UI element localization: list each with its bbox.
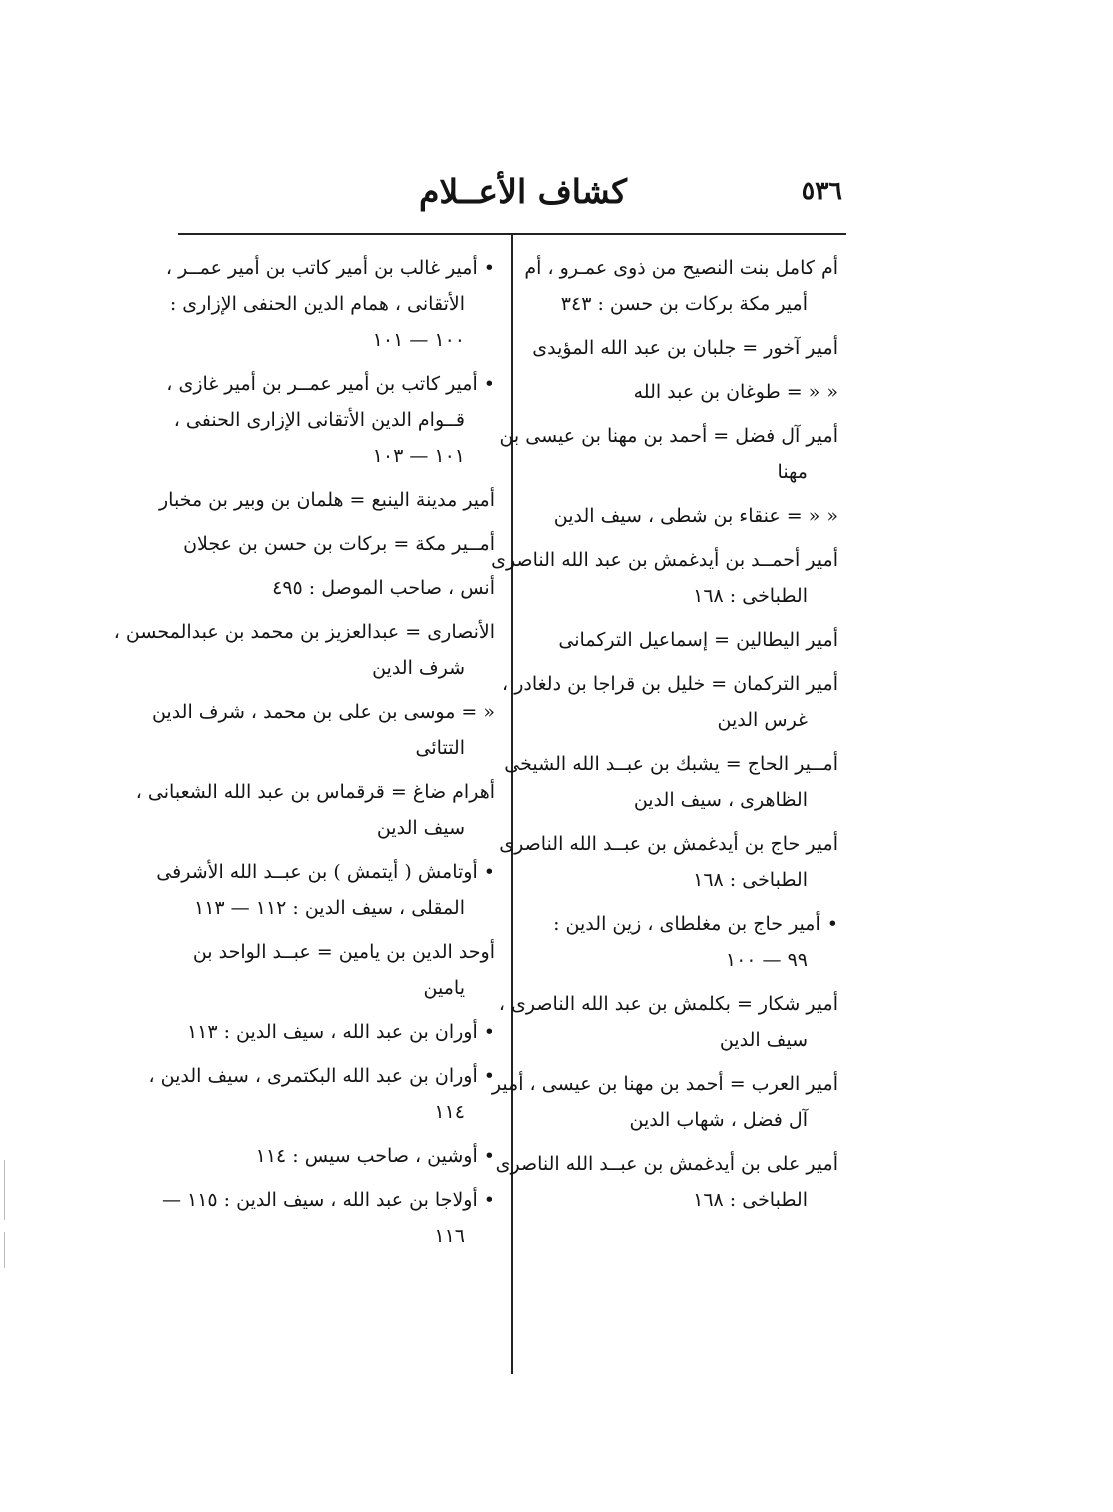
entry-continuation-line: شرف الدين [372,657,465,679]
entry-continuation-line: الطباخى : ١٦٨ [693,1189,808,1211]
index-entry [499,418,838,490]
entry-headword-line: أمير آخور = جلبان بن عبد الله المؤيدى [532,337,838,359]
index-entry [540,498,838,534]
page-number: ٥٣٦ [801,176,842,205]
entry-headword-line: • أمير غالب بن أمير كاتب بن أمير عمــر ، [165,257,495,279]
entry-continuation-line: سيف الدين [719,1029,808,1051]
index-entry [504,746,838,818]
index-entry [183,526,495,562]
index-entry [113,614,495,686]
index-entry [186,1014,495,1050]
entry-headword-line: أوحد الدين بن يامين = عبــد الواحد بن [192,941,495,963]
index-entry [151,694,495,766]
entry-headword-line: « « = عنقاء بن شطى ، سيف الدين [553,505,838,527]
index-entry [491,542,838,614]
scan-edge-mark [4,1232,5,1268]
entry-headword-line: أهرام ضاغ = قرقماس بن عبد الله الشعبانى ، [135,781,495,803]
index-entry [158,482,495,518]
entry-headword-line: أمــير الحاج = يشبك بن عبــد الله الشيخى [504,753,838,775]
entry-headword-line: أمير على بن أيدغمش بن عبــد الله الناصرى [495,1153,838,1175]
index-entry [524,250,838,322]
index-entry [166,366,495,474]
page-header [178,166,846,226]
entry-continuation-line: يامين [423,977,465,999]
entry-headword-line: أمير حاج بن أيدغمش بن عبــد الله الناصرى [499,833,838,855]
entry-headword-line: « « = طوغان بن عبد الله [633,381,838,403]
entry-continuation-line: قــوام الدين الأتقانى الإزارى الحنفى ، [173,409,465,431]
index-entry [148,1058,495,1130]
entry-headword-line: أمير التركمان = خليل بن قراجا بن دلغادر ، [502,673,838,695]
index-entry [195,1138,495,1174]
index-entry [532,330,838,366]
entry-headword-line: أمير شكار = بكلمش بن عبد الله الناصرى ، [498,993,838,1015]
entry-continuation-line: الأتقانى ، همام الدين الحنفى الإزارى : [169,293,465,315]
entry-headword-line: أنس ، صاحب الموصل : ٤٩٥ [272,577,495,599]
entry-continuation-line: ١١٦ [434,1225,465,1247]
index-entry [156,854,495,926]
index-entry [165,250,495,358]
index-entry [502,666,838,738]
index-entry [135,774,495,846]
entry-continuation-line: ١٠١ — ١٠٣ [372,445,465,467]
entry-headword-line: أمير مدينة الينبع = هلمان بن وبير بن مخبار [158,489,495,511]
entry-continuation-line: الطباخى : ١٦٨ [693,869,808,891]
index-entry [540,374,838,410]
index-entry [192,934,495,1006]
right-column [491,250,838,1226]
entry-headword-line: أمير اليطالين = إسماعيل التركمانى [558,629,838,651]
entry-headword-line: • أولاجا بن عبد الله ، سيف الدين : ١١٥ — [161,1189,495,1211]
entry-continuation-line: الظاهرى ، سيف الدين [633,789,808,811]
index-entry [540,622,838,658]
entry-continuation-line: غرس الدين [717,709,808,731]
entry-continuation-line: ١٠٠ — ١٠١ [372,329,465,351]
entry-continuation-line: أمير مكة بركات بن حسن : ٣٤٣ [560,293,808,315]
entry-headword-line: أمــير مكة = بركات بن حسن بن عجلان [183,533,495,555]
index-entry [499,826,838,898]
index-entry [195,570,495,606]
entry-headword-line: أمير أحمــد بن أيدغمش بن عبد الله الناصرى [491,549,838,571]
entry-continuation-line: آل فضل ، شهاب الدين [629,1109,808,1131]
entry-headword-line: • أمير حاج بن مغلطاى ، زين الدين : [553,913,838,935]
entry-continuation-line: سيف الدين [376,817,465,839]
entry-continuation-line: ٩٩ — ١٠٠ [725,949,808,971]
entry-headword-line: « = موسى بن على بن محمد ، شرف الدين [151,701,495,723]
index-entry [491,1066,838,1138]
column-divider [511,234,513,1374]
entry-headword-line: أمير آل فضل = أحمد بن مهنا بن عيسى بن [499,425,838,447]
entry-continuation-line: التتائى [415,737,465,759]
entry-headword-line: • أوران بن عبد الله البكتمرى ، سيف الدين ، [148,1065,495,1087]
entry-continuation-line: مهنا [777,461,808,483]
entry-continuation-line: الطباخى : ١٦٨ [693,585,808,607]
index-entry [540,906,838,978]
entry-headword-line: الأنصارى = عبدالعزيز بن محمد بن عبدالمحسن ، [113,621,495,643]
entry-headword-line: • أوران بن عبد الله ، سيف الدين : ١١٣ [186,1021,495,1043]
entry-headword-line: • أمير كاتب بن أمير عمــر بن أمير غازى ، [166,373,495,395]
entry-headword-line: • أوشين ، صاحب سيس : ١١٤ [255,1145,495,1167]
entry-headword-line: • أوتامش ( أيتمش ) بن عبــد الله الأشرفى [156,861,495,883]
entry-continuation-line: المقلى ، سيف الدين : ١١٢ — ١١٣ [194,897,465,919]
entry-headword-line: أم كامل بنت النصيح من ذوى عمـرو ، أم [524,257,838,279]
index-entry [161,1182,495,1254]
scan-edge-mark [4,1160,5,1220]
index-entry [498,986,838,1058]
entry-continuation-line: ١١٤ [434,1101,465,1123]
left-column [113,250,495,1262]
index-entry [495,1146,838,1218]
page-title: كشاف الأعــلام [418,172,628,211]
entry-headword-line: أمير العرب = أحمد بن مهنا بن عيسى ، أمير [491,1073,838,1095]
